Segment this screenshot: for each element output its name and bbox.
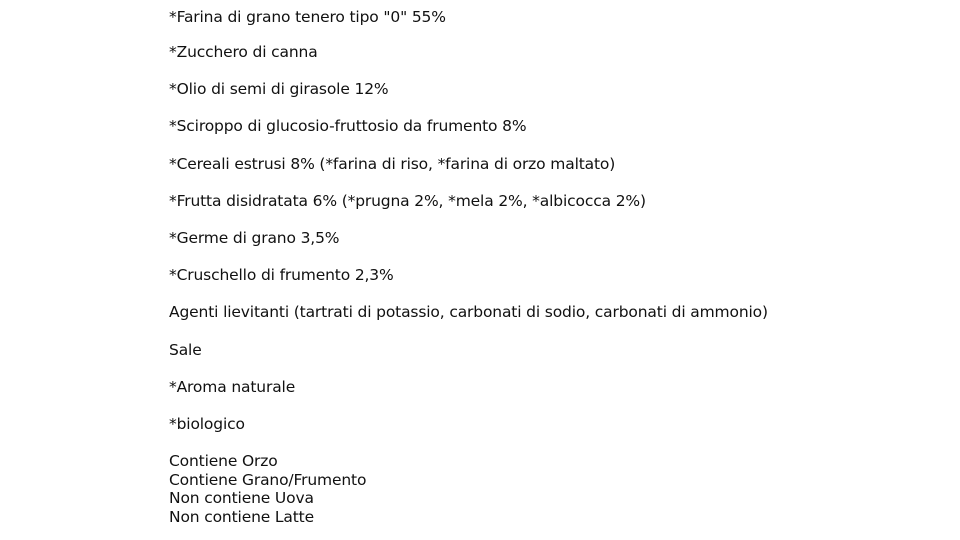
allergen-list [169,452,929,526]
ingredient-item: *biologico [169,414,245,433]
ingredient-item: *Germe di grano 3,5% [169,228,340,247]
ingredient-item: *Farina di grano tenero tipo "0" 55% [169,8,446,26]
allergen-item: Contiene Orzo [169,452,278,471]
ingredient-item: *Aroma naturale [169,377,296,396]
ingredient-list [169,0,929,443]
ingredient-item: *Olio di semi di girasole 12% [169,80,389,99]
ingredient-item: *Sciroppo di glucosio-fruttosio da frumento 8% [169,117,527,136]
ingredient-item: *Cereali estrusi 8% (*farina di riso, *farina di orzo maltato) [169,154,616,173]
ingredient-item: Agenti lievitanti (tartrati di potassio, carbonati di sodio, carbonati di ammonio) [169,303,768,322]
ingredient-item: *Frutta disidratata 6% (*prugna 2%, *mela 2%, *albicocca 2%) [169,191,646,210]
allergen-item: Non contiene Uova [169,489,314,508]
allergen-item: Non contiene Latte [169,507,314,526]
ingredient-item: Sale [169,340,202,359]
ingredients-document [169,0,929,526]
ingredient-item: *Zucchero di canna [169,43,318,61]
allergen-item: Contiene Grano/Frumento [169,470,367,489]
ingredient-item: *Cruschello di frumento 2,3% [169,266,394,285]
